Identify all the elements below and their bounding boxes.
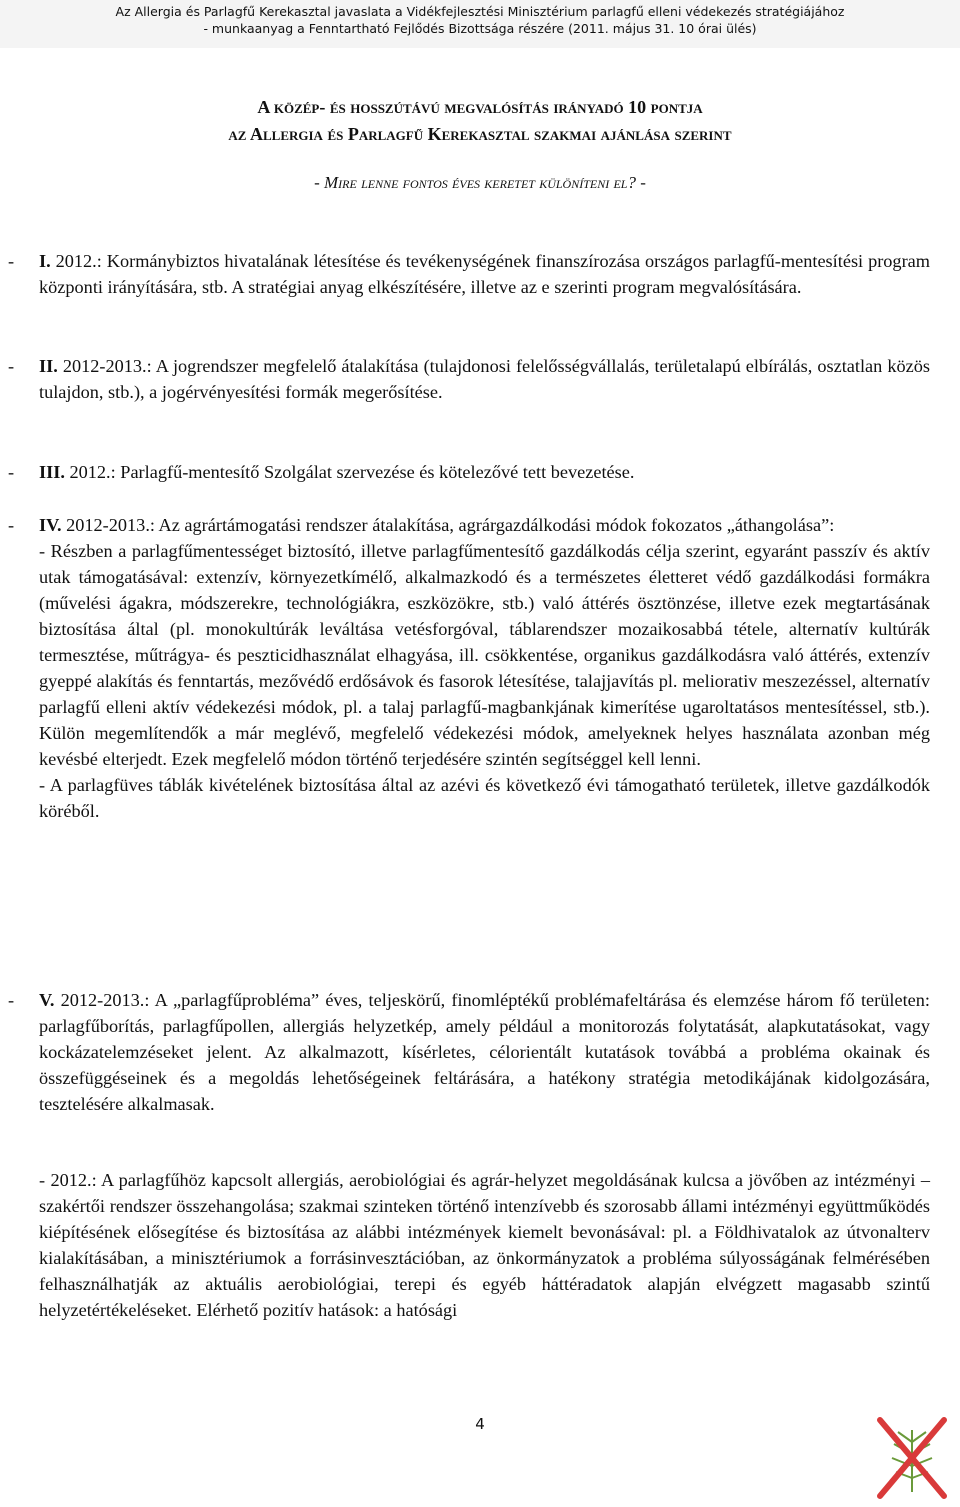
list-item-body (39, 987, 930, 1117)
list-item-body (39, 459, 930, 485)
list-dash: - (8, 462, 15, 482)
item-text: 2012.: Parlagfű-mentesítő Szolgálat szervezése és kötelezővé tett bevezetése. (64, 462, 635, 482)
list-dash: - (8, 515, 15, 535)
item-number: I. (39, 251, 51, 271)
item-text: 2012-2013.: Az agrártámogatási rendszer átalakítása, agrárgazdálkodási módok fokozatos „áthangolása”: (61, 515, 835, 535)
item-text: 2012-2013.: A jogrendszer megfelelő átalakítása (tulajdonosi felelősségvállalás, területalapú elbírálás, osztatlan közös tulajdon, stb.), a jogérvényesítési formák megerősítése. (39, 356, 930, 402)
item-text: 2012.: Kormánybiztos hivatalának létesítése és tevékenységének finanszírozása országos parlagfű-mentesítési program központi irányítására, stb. A stratégiai anyag elkészítésére, illetve az e szerinti program megvalósítására. (39, 251, 930, 297)
title-line-2: az Allergia és Parlagfű Kerekasztal szakmai ajánlása szerint (228, 124, 732, 144)
list-item-2 (8, 353, 930, 405)
document-title (0, 94, 960, 148)
list-dash: - (8, 356, 15, 376)
list-item-body (39, 512, 930, 538)
page-number: 4 (475, 1415, 485, 1433)
list-item-body (39, 353, 930, 405)
item-number: IV. (39, 515, 62, 535)
body-paragraph: - 2012.: A parlagfűhöz kapcsolt allergiás, aerobiológiai és agrár-helyzet megoldásának kulcsa a jövőben az intézményi – szakértői rendszer összehangolása; szakmai szinteken történő intenzívebb és szorosabb állami intézményi együttműködés kiépítésének elősegítése és biztosítása az alábbi intézmények kiemelt bevonásával: pl. a Földhivatalok az útvonalterv kialakításában, a minisztériumok a forrásinvesztációban, az önkormányzatok a probléma súlyosságának felmérésében felhasználhatják az aktuális aerobiológiai, terepi és egyéb háttéradatok alapján elvégzett magasabb szintű helyzetértékeléseket. Elérhető pozitív hatások: a hatósági (39, 1170, 930, 1320)
list-item-3 (8, 459, 930, 485)
item-number: V. (39, 990, 55, 1010)
list-item-5 (8, 987, 930, 1117)
document-subtitle: - Mire lenne fontos éves keretet különíteni el? - (314, 173, 646, 192)
header-line-2: - munkaanyag a Fenntartható Fejlődés Bizottsága részére (2011. május 31. 10 órai ülés) (203, 21, 757, 36)
list-item-4 (8, 512, 930, 824)
item-subparagraph: - A parlagfüves táblák kivételének biztosítása által az azévi és következő évi támogatható területek, illetve gazdálkodók köréből. (39, 775, 930, 821)
page-header (0, 0, 960, 48)
list-item-body (39, 248, 930, 300)
list-dash: - (8, 251, 15, 271)
title-line-1: A közép- és hosszútávú megvalósítás irányadó 10 pontja (257, 97, 703, 117)
crossed-stamp-icon (870, 1412, 954, 1502)
list-item-1 (8, 248, 930, 300)
item-subparagraph: - Részben a parlagfűmentességet biztosító, illetve parlagfűmentesítő gazdálkodás célja szerint, egyaránt passzív és aktív utak támogatásával: extenzív, környezetkímélő, alkalmazkodó és a természetes életteret védő gazdálkodási formákra (művelési ágakra, módszerekre, technológiákra, eszközökre, stb.) való áttérés ösztönzése, illetve ezek megtartásának biztosítása által (pl. monokultúrák leváltása vetésforgóval, táblarendszer mozaikosabbá tétele, alternatív kultúrák termesztése, műtrágya- és peszticidhasználat elhagyása, ill. csökkentése, organikus gazdálkodásra való áttérés, extenzív gyeppé alakítás és fenntartás, mezővédő erdősávok és fasorok létesítése, talajjavítás pl. meliorativ meszezéssel, alternatív parlagfű elleni aktív védekezési módok, pl. a talaj parlagfű-magbankjának kimerítése ugaroltatásos mentesítéssel, stb.). Külön megemlítendők a már meglévő, megfelelő védekezési módok, amelyeknek helyes használata azonban még kevésbé elterjedt. Ezek megfelelő módon történő terjedésére szintén segítséggel kell lenni. (39, 541, 930, 769)
item-number: III. (39, 462, 65, 482)
item-text: 2012-2013.: A „parlagfűprobléma” éves, teljeskörű, finomléptékű problémafeltárása és elemzése három fő területen: parlagfűborítás, parlagfűpollen, allergiás helyzetkép, amely például a monitorozás folytatását, alapkutatásokat, vagy kockázatelemzéseket jelent. Az alkalmazott, kísérletes, célorientált kutatások továbbá a probléma okainak és összefüggéseinek és a megoldás lehetőségeinek feltárására, a hatékony stratégia metodikájának kidolgozására, tesztelésére alkalmasak. (39, 990, 930, 1114)
list-dash: - (8, 990, 15, 1010)
item-number: II. (39, 356, 58, 376)
header-line-1: Az Allergia és Parlagfű Kerekasztal javaslata a Vidékfejlesztési Minisztérium parlagfű elleni védekezés stratégiájához (115, 4, 845, 19)
